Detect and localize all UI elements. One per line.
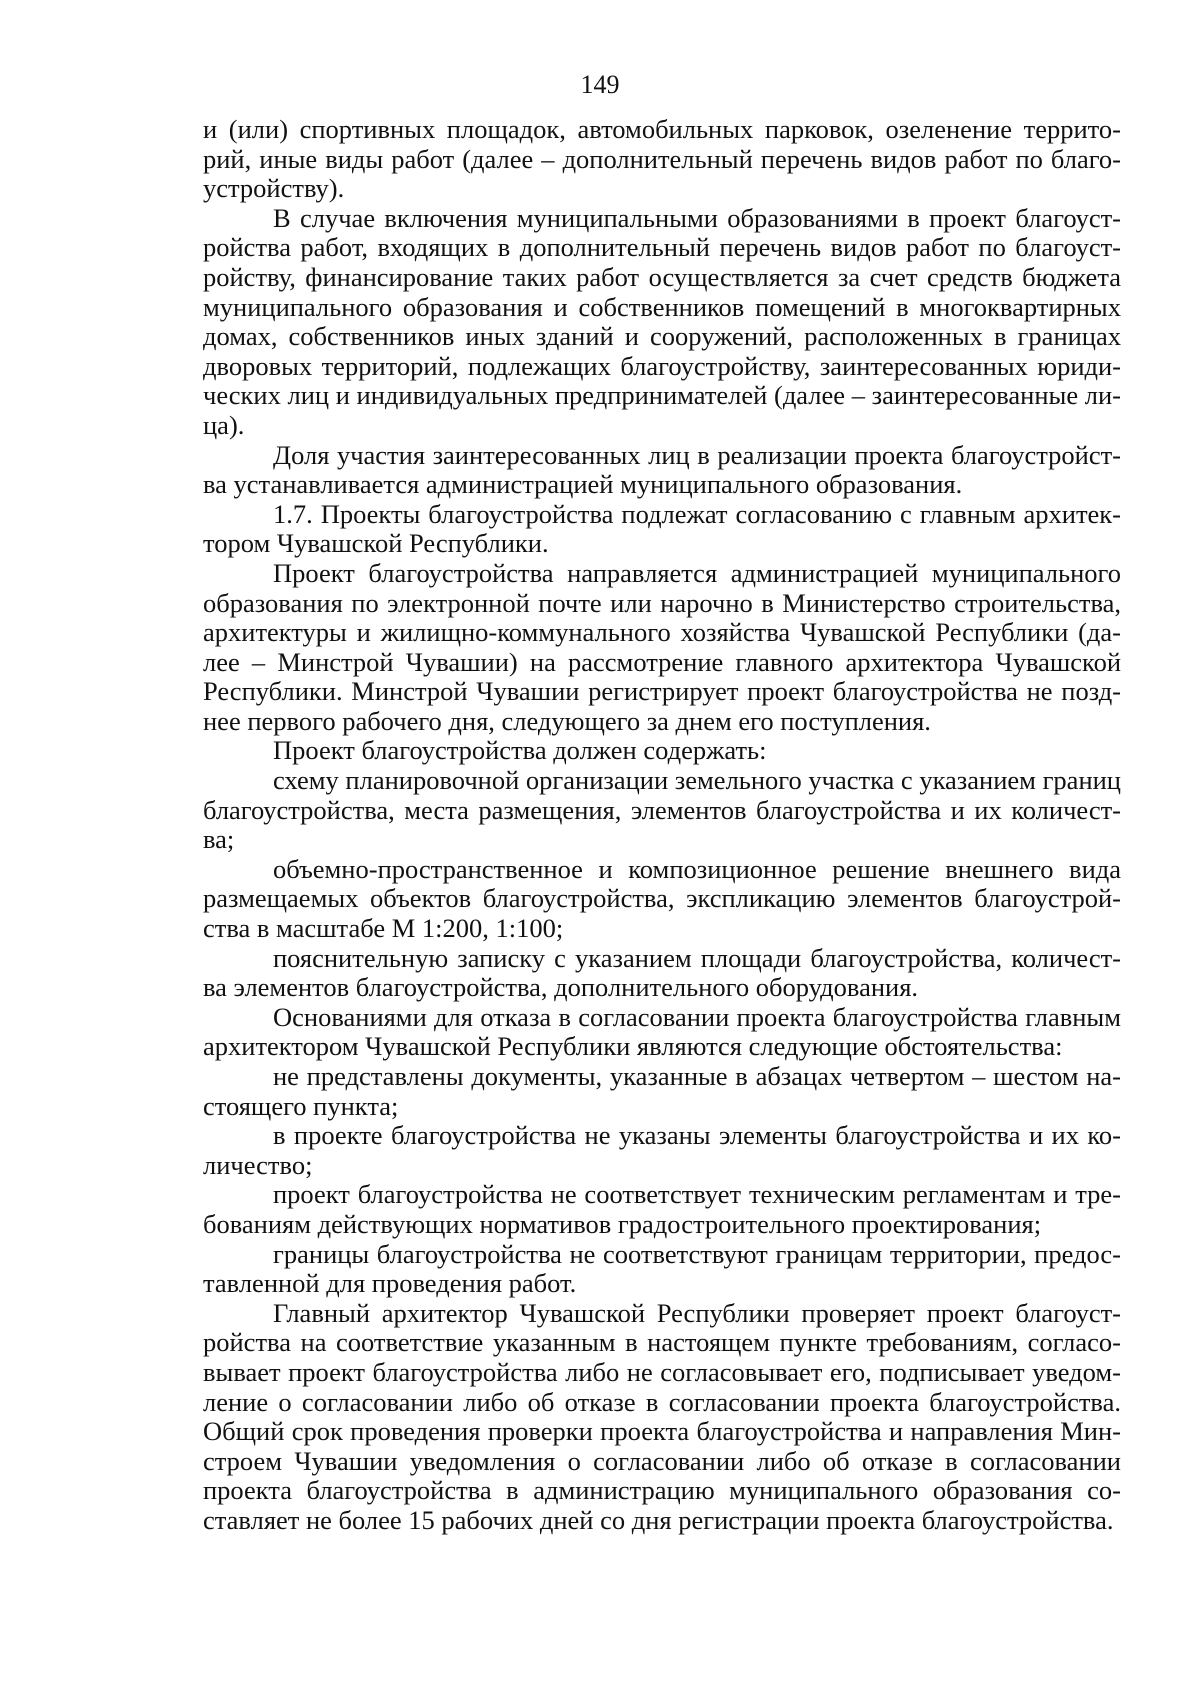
list-item-explanatory-note: пояснительную записку с указанием площади благоустройства, количества элементов благоустройства, дополнительного оборудования. [203, 942, 1121, 1003]
list-item-site-plan: схему планировочной организации земельного участка с указанием границ благоустройства, места размещения, элементов благоустройства и их количества; [203, 765, 1121, 855]
paragraph-refusal-grounds: Основаниями для отказа в согласовании проекта благоустройства главным архитектором Чувашской Республики являются следующие обстоятельства: [203, 1001, 1121, 1062]
paragraph-review-procedure: Главный архитектор Чувашской Республики проверяет проект благоустройства на соответствие указанным в настоящем пункте требованиям, согласовывает проект благоустройства либо не согласовывает его, подписывает уведомление о согласовании либо об отказе в согласовании проекта благоустройства. Общий срок проведения проверки проекта благоустройства и направления Минстроем Чувашии уведомления о согласовании либо об отказе в согласовании проекта благоустройства в администрацию муниципального образования составляет не более 15 рабочих дней со дня регистрации проекта благоустройства. [203, 1297, 1121, 1535]
list-item-missing-documents: не представлены документы, указанные в абзацах четвертом – шестом настоящего пункта; [203, 1061, 1121, 1121]
list-item-boundaries-mismatch: границы благоустройства не соответствуют границам территории, предоставленной для проведения работ. [203, 1238, 1121, 1299]
page-number: 149 [580, 70, 620, 99]
list-item-spatial-solution: объемно-пространственное и композиционное решение внешнего вида размещаемых объектов благоустройства, экспликацию элементов благоустройства в масштабе М 1:200, 1:100; [203, 853, 1121, 944]
paragraph-continued: и (или) спортивных площадок, автомобильных парковок, озеленение территорий, иные виды работ (далее – дополнительный перечень видов работ по благоустройству). [203, 114, 1121, 204]
list-item-missing-elements: в проекте благоустройства не указаны элементы благоустройства и их количество; [203, 1120, 1121, 1180]
paragraph-participation-share: Доля участия заинтересованных лиц в реализации проекта благоустройства устанавливается администрацией муниципального образования. [203, 439, 1121, 500]
paragraph-1-7-approval: 1.7. Проекты благоустройства подлежат согласованию с главным архитектором Чувашской Республики. [203, 498, 1121, 559]
list-item-noncompliance: проект благоустройства не соответствует техническим регламентам и требованиям действующих нормативов градостроительного проектирования; [203, 1179, 1121, 1239]
paragraph-co-financing: В случае включения муниципальными образованиями в проект благоустройства работ, входящих в дополнительный перечень видов работ по благоустройству, финансирование таких работ осуществляется за счет средств бюджета муниципального образования и собственников помещений в многоквартирных домах, собственников иных зданий и сооружений, расположенных в границах дворовых территорий, подлежащих благоустройству, заинтересованных юридических лиц и индивидуальных предпринимателей (далее – заинтересованные лица). [203, 202, 1121, 440]
paragraph-submission: Проект благоустройства направляется администрацией муниципального образования по электронной почте или нарочно в Министерство строительства, архитектуры и жилищно-коммунального хозяйства Чувашской Республики (далее – Минстрой Чувашии) на рассмотрение главного архитектора Чувашской Республики. Минстрой Чувашии регистрирует проект благоустройства не позднее первого рабочего дня, следующего за днем его поступления. [203, 557, 1121, 736]
document-body [203, 115, 1121, 1536]
paragraph-contents-intro: Проект благоустройства должен содержать: [273, 735, 767, 766]
